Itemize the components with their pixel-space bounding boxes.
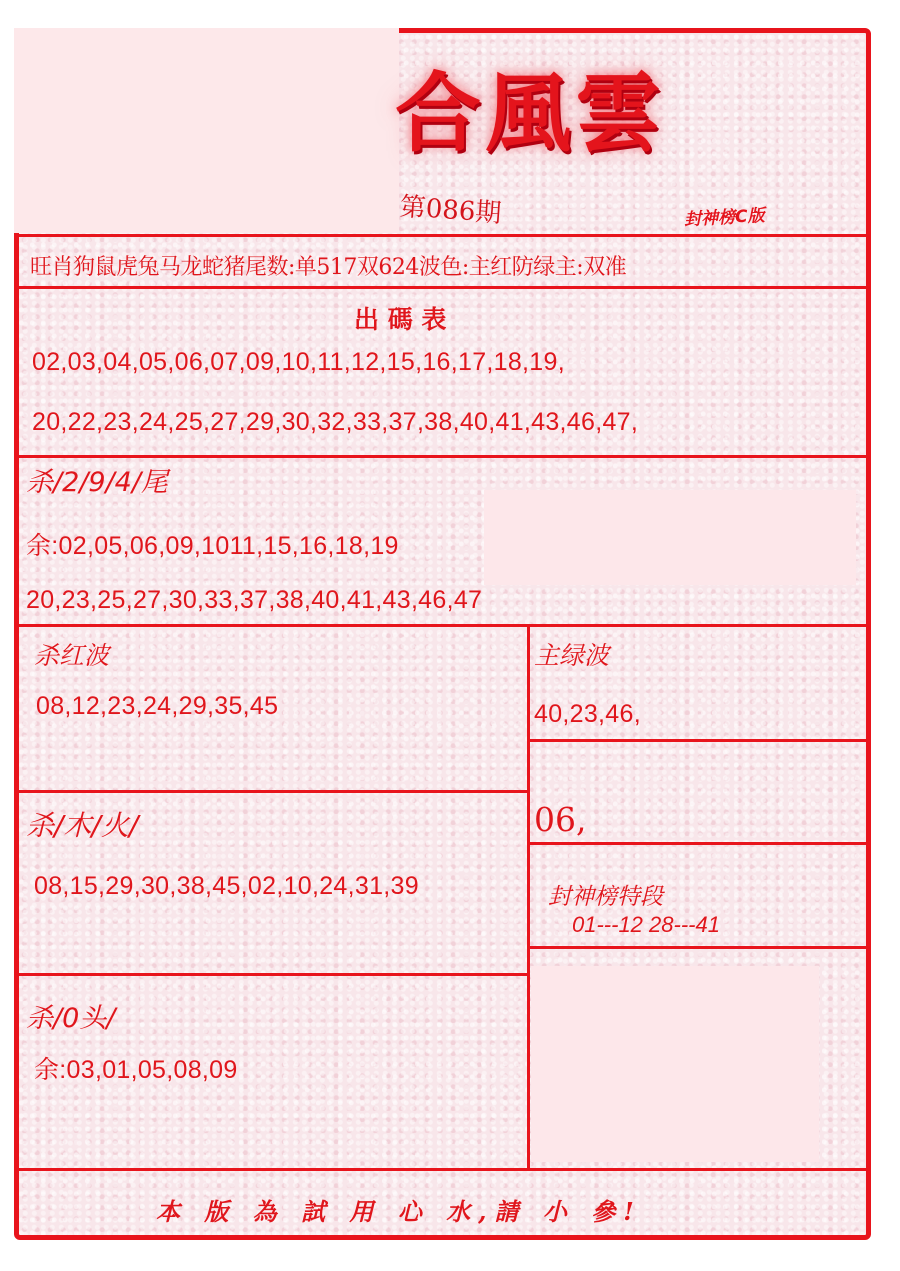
draw-table-heading: 出 碼 表: [354, 305, 447, 334]
divider: [16, 790, 529, 793]
issue-number: 第086期: [398, 192, 503, 230]
special-ranges: 01---12 28---41: [572, 912, 720, 937]
divider: [527, 624, 530, 1170]
divider: [529, 842, 868, 845]
special-label: 封神榜特段: [548, 884, 663, 910]
page-title: 合風雲: [395, 63, 665, 164]
kill-tail-row-1: 余:02,05,06,09,1011,15,16,18,19: [26, 532, 399, 560]
info-line: 旺肖狗鼠虎兔马龙蛇猪尾数:单517双624波色:主红防绿主:双准: [30, 255, 627, 280]
main-green-label: 主绿波: [534, 641, 610, 670]
divider: [16, 234, 868, 237]
divider: [529, 946, 868, 949]
blank-panel: [484, 490, 856, 585]
kill-head-label: 杀/0头/: [26, 1003, 116, 1034]
blank-panel: [531, 966, 819, 1162]
divider: [16, 286, 868, 289]
kill-tail-row-2: 20,23,25,27,30,33,37,38,40,41,43,46,47: [26, 586, 483, 614]
kill-wood-fire-label: 杀/木/火/: [26, 809, 139, 842]
single-number: 06,: [534, 800, 587, 839]
divider: [529, 739, 868, 742]
draw-table-row-1: 02,03,04,05,06,07,09,10,11,12,15,16,17,18,19,: [32, 348, 565, 376]
kill-tail-label: 杀/2/9/4/尾: [26, 467, 168, 498]
footer-note: 本 版 為 試 用 心 水,請 小 參!: [156, 1197, 642, 1226]
divider: [16, 624, 868, 627]
edition-label: 封神榜C版: [683, 205, 766, 231]
main-green-numbers: 40,23,46,: [534, 700, 641, 728]
kill-head-numbers: 余:03,01,05,08,09: [34, 1056, 238, 1084]
kill-red-numbers: 08,12,23,24,29,35,45: [36, 692, 279, 720]
divider: [16, 455, 868, 458]
divider: [16, 973, 529, 976]
divider: [16, 1168, 868, 1171]
header-blank-panel: [14, 28, 399, 233]
kill-red-label: 杀红波: [34, 641, 110, 670]
kill-wood-fire-numbers: 08,15,29,30,38,45,02,10,24,31,39: [34, 872, 419, 900]
draw-table-row-2: 20,22,23,24,25,27,29,30,32,33,37,38,40,41,43,46,47,: [32, 408, 639, 436]
